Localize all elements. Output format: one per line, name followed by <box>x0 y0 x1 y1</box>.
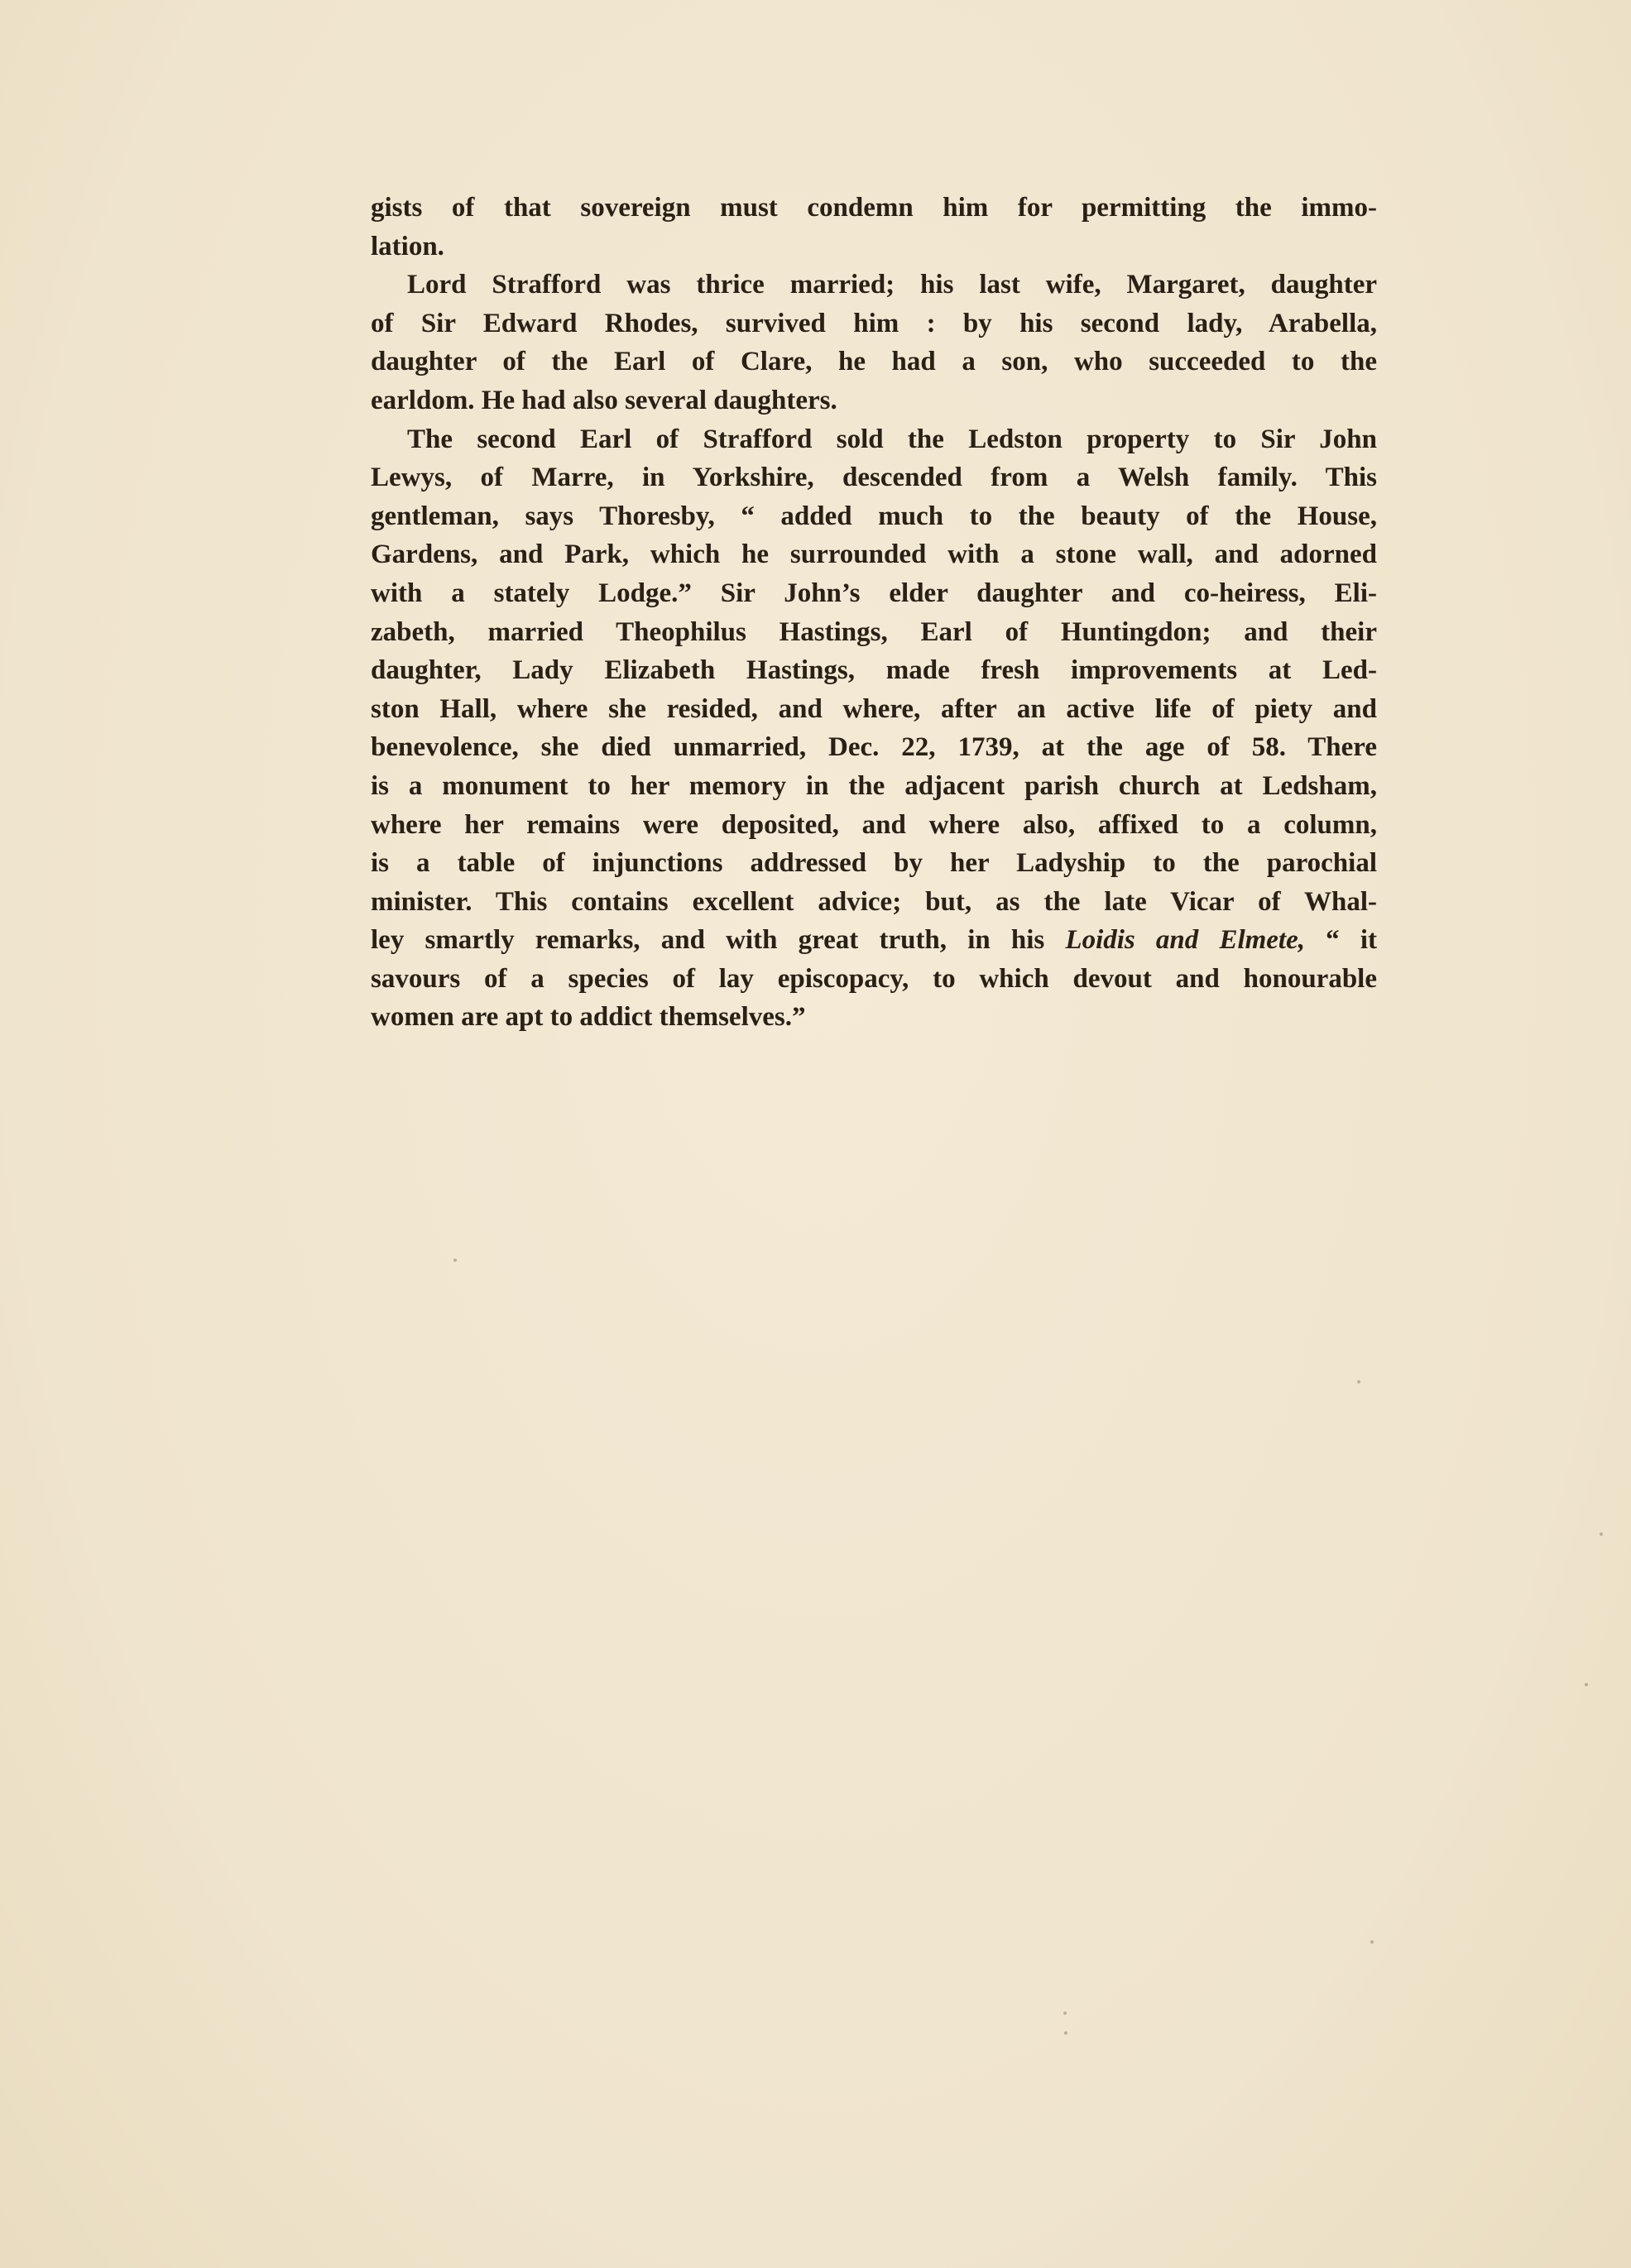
text-line: is a monument to her memory in the adjacent parish church at Ledsham, <box>371 770 1377 801</box>
paper-speck <box>1600 1532 1603 1536</box>
text-line: daughter of the Earl of Clare, he had a son, who succeeded to the <box>371 347 1377 377</box>
text-line: is a table of injunctions addressed by her Ladyship to the parochial <box>371 848 1377 879</box>
book-title: Loidis and Elmete, <box>1065 925 1306 956</box>
text-line: daughter, Lady Elizabeth Hastings, made fresh improvements at Led- <box>371 655 1377 686</box>
paper-speck <box>1370 1940 1374 1944</box>
text-line: zabeth, married Theophilus Hastings, Earl of Huntingdon; and their <box>371 616 1377 647</box>
text-run: ley smartly remarks, and with great truth, in his <box>371 925 1066 956</box>
text-line: gentleman, says Thoresby, “ added much to the beauty of the House, <box>371 501 1377 531</box>
text-line: ston Hall, where she resided, and where, after an active life of piety and <box>371 693 1377 724</box>
text-line: Gardens, and Park, which he surrounded with a stone wall, and adorned <box>371 539 1377 570</box>
text-line: gists of that sovereign must condemn him for permitting the immo- <box>371 193 1377 223</box>
text-line: savours of a species of lay episcopacy, to which devout and honourable <box>371 963 1377 994</box>
text-line <box>371 921 1377 960</box>
text-line: minister. This contains excellent advice; but, as the late Vicar of Whal- <box>371 886 1377 917</box>
text-line: with a stately Lodge.” Sir John’s elder daughter and co-heiress, Eli- <box>371 578 1377 608</box>
text-line: women are apt to addict themselves.” <box>371 1002 806 1033</box>
text-line: of Sir Edward Rhodes, survived him : by his second lady, Arabella, <box>371 308 1377 338</box>
text-line: where her remains were deposited, and where also, affixed to a column, <box>371 809 1377 840</box>
paper-speck <box>453 1259 457 1262</box>
text-line: The second Earl of Strafford sold the Ledston property to Sir John <box>407 424 1377 454</box>
text-line: earldom. He had also several daughters. <box>371 385 837 415</box>
paper-speck <box>1064 2031 1067 2035</box>
text-line: benevolence, she died unmarried, Dec. 22, 1739, at the age of 58. There <box>371 732 1377 763</box>
text-line: Lewys, of Marre, in Yorkshire, descended from a Welsh family. This <box>371 463 1377 493</box>
paper-speck <box>1357 1380 1360 1383</box>
body-text <box>371 189 1377 1037</box>
text-run: “ it <box>1305 925 1377 956</box>
text-line: Lord Strafford was thrice married; his last wife, Margaret, daughter <box>407 270 1377 300</box>
text-line: lation. <box>371 231 444 261</box>
paper-speck <box>1063 2011 1067 2015</box>
paper-speck <box>1585 1683 1588 1686</box>
